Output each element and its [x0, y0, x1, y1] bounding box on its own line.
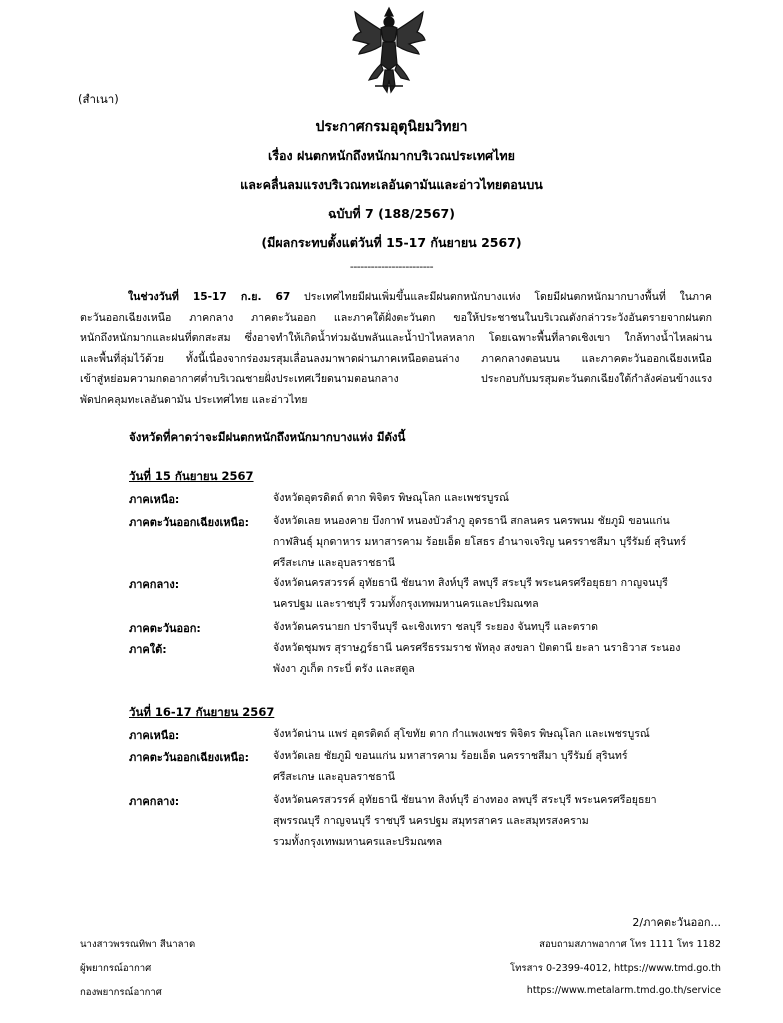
forecaster-role: ผู้พยากรณ์อากาศ	[80, 963, 152, 974]
announcement-title: ประกาศกรมอุตุนิยมวิทยา	[315, 119, 468, 135]
province-line: กาฬสินธุ์ มุกดาหาร มหาสารคาม ร้อยเอ็ด ยโสธร อำนาจเจริญ นครราชสีมา บุรีรัมย์ สุรินทร์	[273, 536, 687, 548]
province-line: จังหวัดอุตรดิตถ์ ตาก พิจิตร พิษณุโลก และเพชรบูรณ์	[273, 492, 509, 504]
region-name: ภาคใต้:	[129, 643, 167, 656]
body-lead: ในช่วงวันที่ 15-17 ก.ย. 67	[128, 291, 291, 303]
province-line: จังหวัดชุมพร สุราษฎร์ธานี นครศรีธรรมราช พัทลุง สงขลา ปัตตานี ยะลา นราธิวาส ระนอง	[273, 642, 681, 654]
province-line: จังหวัดน่าน แพร่ อุตรดิตถ์ สุโขทัย ตาก กำแพงเพชร พิจิตร พิษณุโลก และเพชรบูรณ์	[273, 728, 650, 740]
province-line: รวมทั้งกรุงเทพมหานครและปริมณฑล	[273, 836, 443, 848]
province-line: จังหวัดเลย ชัยภูมิ ขอนแก่น มหาสารคาม ร้อยเอ็ด นครราชสีมา บุรีรัมย์ สุรินทร์	[273, 750, 628, 762]
announcement-issue: ฉบับที่ 7 (188/2567)	[328, 206, 455, 221]
body-paragraph	[80, 287, 712, 410]
region-name: ภาคกลาง:	[129, 795, 180, 808]
provinces-heading: จังหวัดที่คาดว่าจะมีฝนตกหนักถึงหนักมากบางแห่ง มีดังนี้	[129, 430, 406, 444]
body-line: เข้าสู่หย่อมความกดอากาศต่ำบริเวณชายฝั่งประเทศเวียดนามตอนกลาง ประกอบกับมรสุมตะวันตกเฉียงใต้กำลังค่อนข้างแรง	[80, 373, 712, 385]
region-name: ภาคเหนือ:	[129, 493, 180, 506]
next-page-marker: 2/ภาคตะวันออก...	[632, 916, 721, 929]
province-line: จังหวัดนครสวรรค์ อุทัยธานี ชัยนาท สิงห์บุรี ลพบุรี สระบุรี พระนครศรีอยุธยา กาญจนบุรี	[273, 577, 668, 589]
region-name: ภาคตะวันออกเฉียงเหนือ:	[129, 751, 250, 764]
body-line: พัดปกคลุมทะเลอันดามัน ประเทศไทย และอ่าวไทย	[80, 393, 308, 406]
province-line: นครปฐม และราชบุรี รวมทั้งกรุงเทพมหานครและปริมณฑล	[273, 598, 539, 610]
body-line: หนักถึงหนักมากและฝนที่ตกสะสม ซึ่งอาจทำให้เกิดน้ำท่วมฉับพลันและน้ำป่าไหลหลาก โดยเฉพาะพื้นที่ลาดเชิงเขา ใกล้ทางน้ำไหลผ่าน	[80, 332, 712, 344]
body-line: ในช่วงวันที่ 15-17 ก.ย. 67 ประเทศไทยมีฝนเพิ่มขึ้นและมีฝนตกหนักบางแห่ง โดยมีฝนตกหนักมากบางพื้นที่ ในภาค	[128, 291, 712, 303]
region-name: ภาคกลาง:	[129, 578, 180, 591]
body-line: และพื้นที่ลุ่มไว้ด้วย ทั้งนี้เนื่องจากร่องมรสุมเลื่อนลงมาพาดผ่านภาคเหนือตอนล่าง ภาคกลางตอนบน และภาคตะวันออกเฉียงเหนือ	[80, 352, 712, 365]
body-line: ตะวันออกเฉียงเหนือ ภาคกลาง ภาคตะวันออก และภาคใต้ฝั่งตะวันตก ขอให้ประชาชนในบริเวณดังกล่าวระวังอันตรายจากฝนตก	[80, 311, 712, 324]
garuda-emblem-icon	[351, 6, 427, 94]
province-line: จังหวัดนครสวรรค์ อุทัยธานี ชัยนาท สิงห์บุรี อ่างทอง ลพบุรี สระบุรี พระนครศรีอยุธยา	[273, 794, 657, 806]
contact-phone: สอบถามสภาพอากาศ โทร 1111 โทร 1182	[539, 939, 721, 950]
forecast-division: กองพยากรณ์อากาศ	[80, 987, 162, 998]
announcement-effective-date: (มีผลกระทบตั้งแต่วันที่ 15-17 กันยายน 2567)	[261, 235, 522, 250]
day-2-date: วันที่ 16-17 กันยายน 2567	[129, 705, 275, 719]
province-line: ศรีสะเกษ และอุบลราชธานี	[273, 557, 396, 569]
day-1-date: วันที่ 15 กันยายน 2567	[129, 469, 254, 483]
metalarm-service-link[interactable]: https://www.metalarm.tmd.go.th/service	[526, 985, 721, 996]
province-line: จังหวัดเลย หนองคาย บึงกาฬ หนองบัวลำภู อุดรธานี สกลนคร นครพนม ชัยภูมิ ขอนแก่น	[273, 515, 670, 527]
region-name: ภาคเหนือ:	[129, 729, 180, 742]
province-line: พังงา ภูเก็ต กระบี่ ตรัง และสตูล	[273, 663, 415, 675]
province-line: ศรีสะเกษ และอุบลราชธานี	[273, 771, 396, 783]
region-name: ภาคตะวันออก:	[129, 622, 201, 635]
forecaster-name: นางสาวพรรณทิพา สีนาลาด	[80, 939, 196, 950]
header-separator: ------------------------	[349, 260, 434, 273]
province-line: จังหวัดนครนายก ปราจีนบุรี ฉะเชิงเทรา ชลบุรี ระยอง จันทบุรี และตราด	[273, 621, 599, 633]
region-name: ภาคตะวันออกเฉียงเหนือ:	[129, 516, 250, 529]
province-line: สุพรรณบุรี กาญจนบุรี ราชบุรี นครปฐม สมุทรสาคร และสมุทรสงคราม	[273, 815, 589, 827]
contact-fax-website[interactable]: โทรสาร 0-2399-4012, https://www.tmd.go.th	[509, 963, 721, 974]
copy-mark: (สำเนา)	[78, 92, 119, 106]
announcement-subject-line-2: และคลื่นลมแรงบริเวณทะเลอันดามันและอ่าวไทยตอนบน	[240, 177, 543, 192]
announcement-subject: เรื่อง ฝนตกหนักถึงหนักมากบริเวณประเทศไทย	[268, 148, 515, 163]
